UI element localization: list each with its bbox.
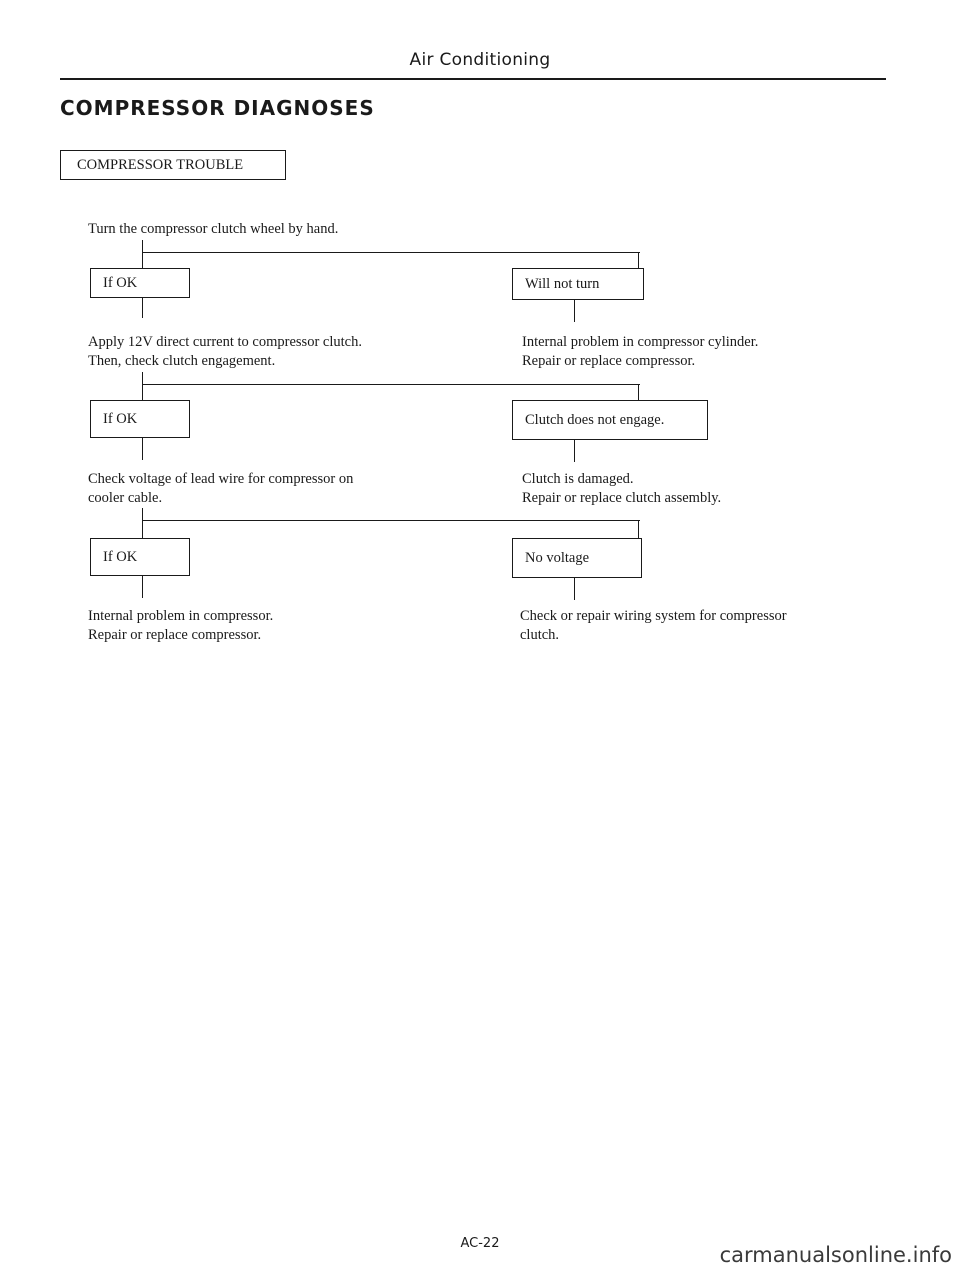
step-3-fail-result: Check or repair wiring system for compressor clutch. [520, 608, 787, 643]
section-title: COMPRESSOR DIAGNOSES [60, 96, 375, 120]
step-3-instruction: Check voltage of lead wire for compressor on cooler cable. [88, 471, 354, 506]
step-3-fail-box: No voltage [512, 538, 642, 578]
connector [142, 252, 640, 253]
connector [638, 252, 639, 268]
trouble-box [60, 150, 286, 180]
step-2-fail-box: Clutch does not engage. [512, 400, 708, 440]
connector [142, 438, 143, 460]
page-number: AC-22 [460, 1236, 500, 1251]
header-rule [60, 78, 886, 80]
connector [574, 578, 575, 600]
step-2-instruction: Apply 12V direct current to compressor clutch. Then, check clutch engagement. [88, 334, 362, 369]
connector [142, 240, 143, 268]
step-1-fail-result: Internal problem in compressor cylinder. Repair or replace compressor. [522, 334, 759, 369]
connector [142, 576, 143, 598]
connector [142, 384, 640, 385]
connector [142, 372, 143, 400]
step-2-ok-box: If OK [90, 400, 190, 438]
step-2-fail-result: Clutch is damaged. Repair or replace clutch assembly. [522, 471, 722, 506]
connector [142, 508, 143, 538]
connector [638, 384, 639, 400]
connector [638, 520, 639, 538]
trouble-box-label: COMPRESSOR TROUBLE [77, 156, 244, 173]
connector [574, 300, 575, 322]
step-1-ok-box: If OK [90, 268, 190, 298]
connector [142, 520, 640, 521]
step-1-fail-box: Will not turn [512, 268, 644, 300]
connector [142, 298, 143, 318]
final-ok-result: Internal problem in compressor. Repair or replace compressor. [88, 608, 274, 643]
step-3-ok-box: If OK [90, 538, 190, 576]
watermark: carmanualsonline.info [719, 1243, 952, 1267]
step-1-instruction: Turn the compressor clutch wheel by hand. [88, 221, 339, 237]
connector [574, 440, 575, 462]
running-header: Air Conditioning [409, 50, 551, 70]
